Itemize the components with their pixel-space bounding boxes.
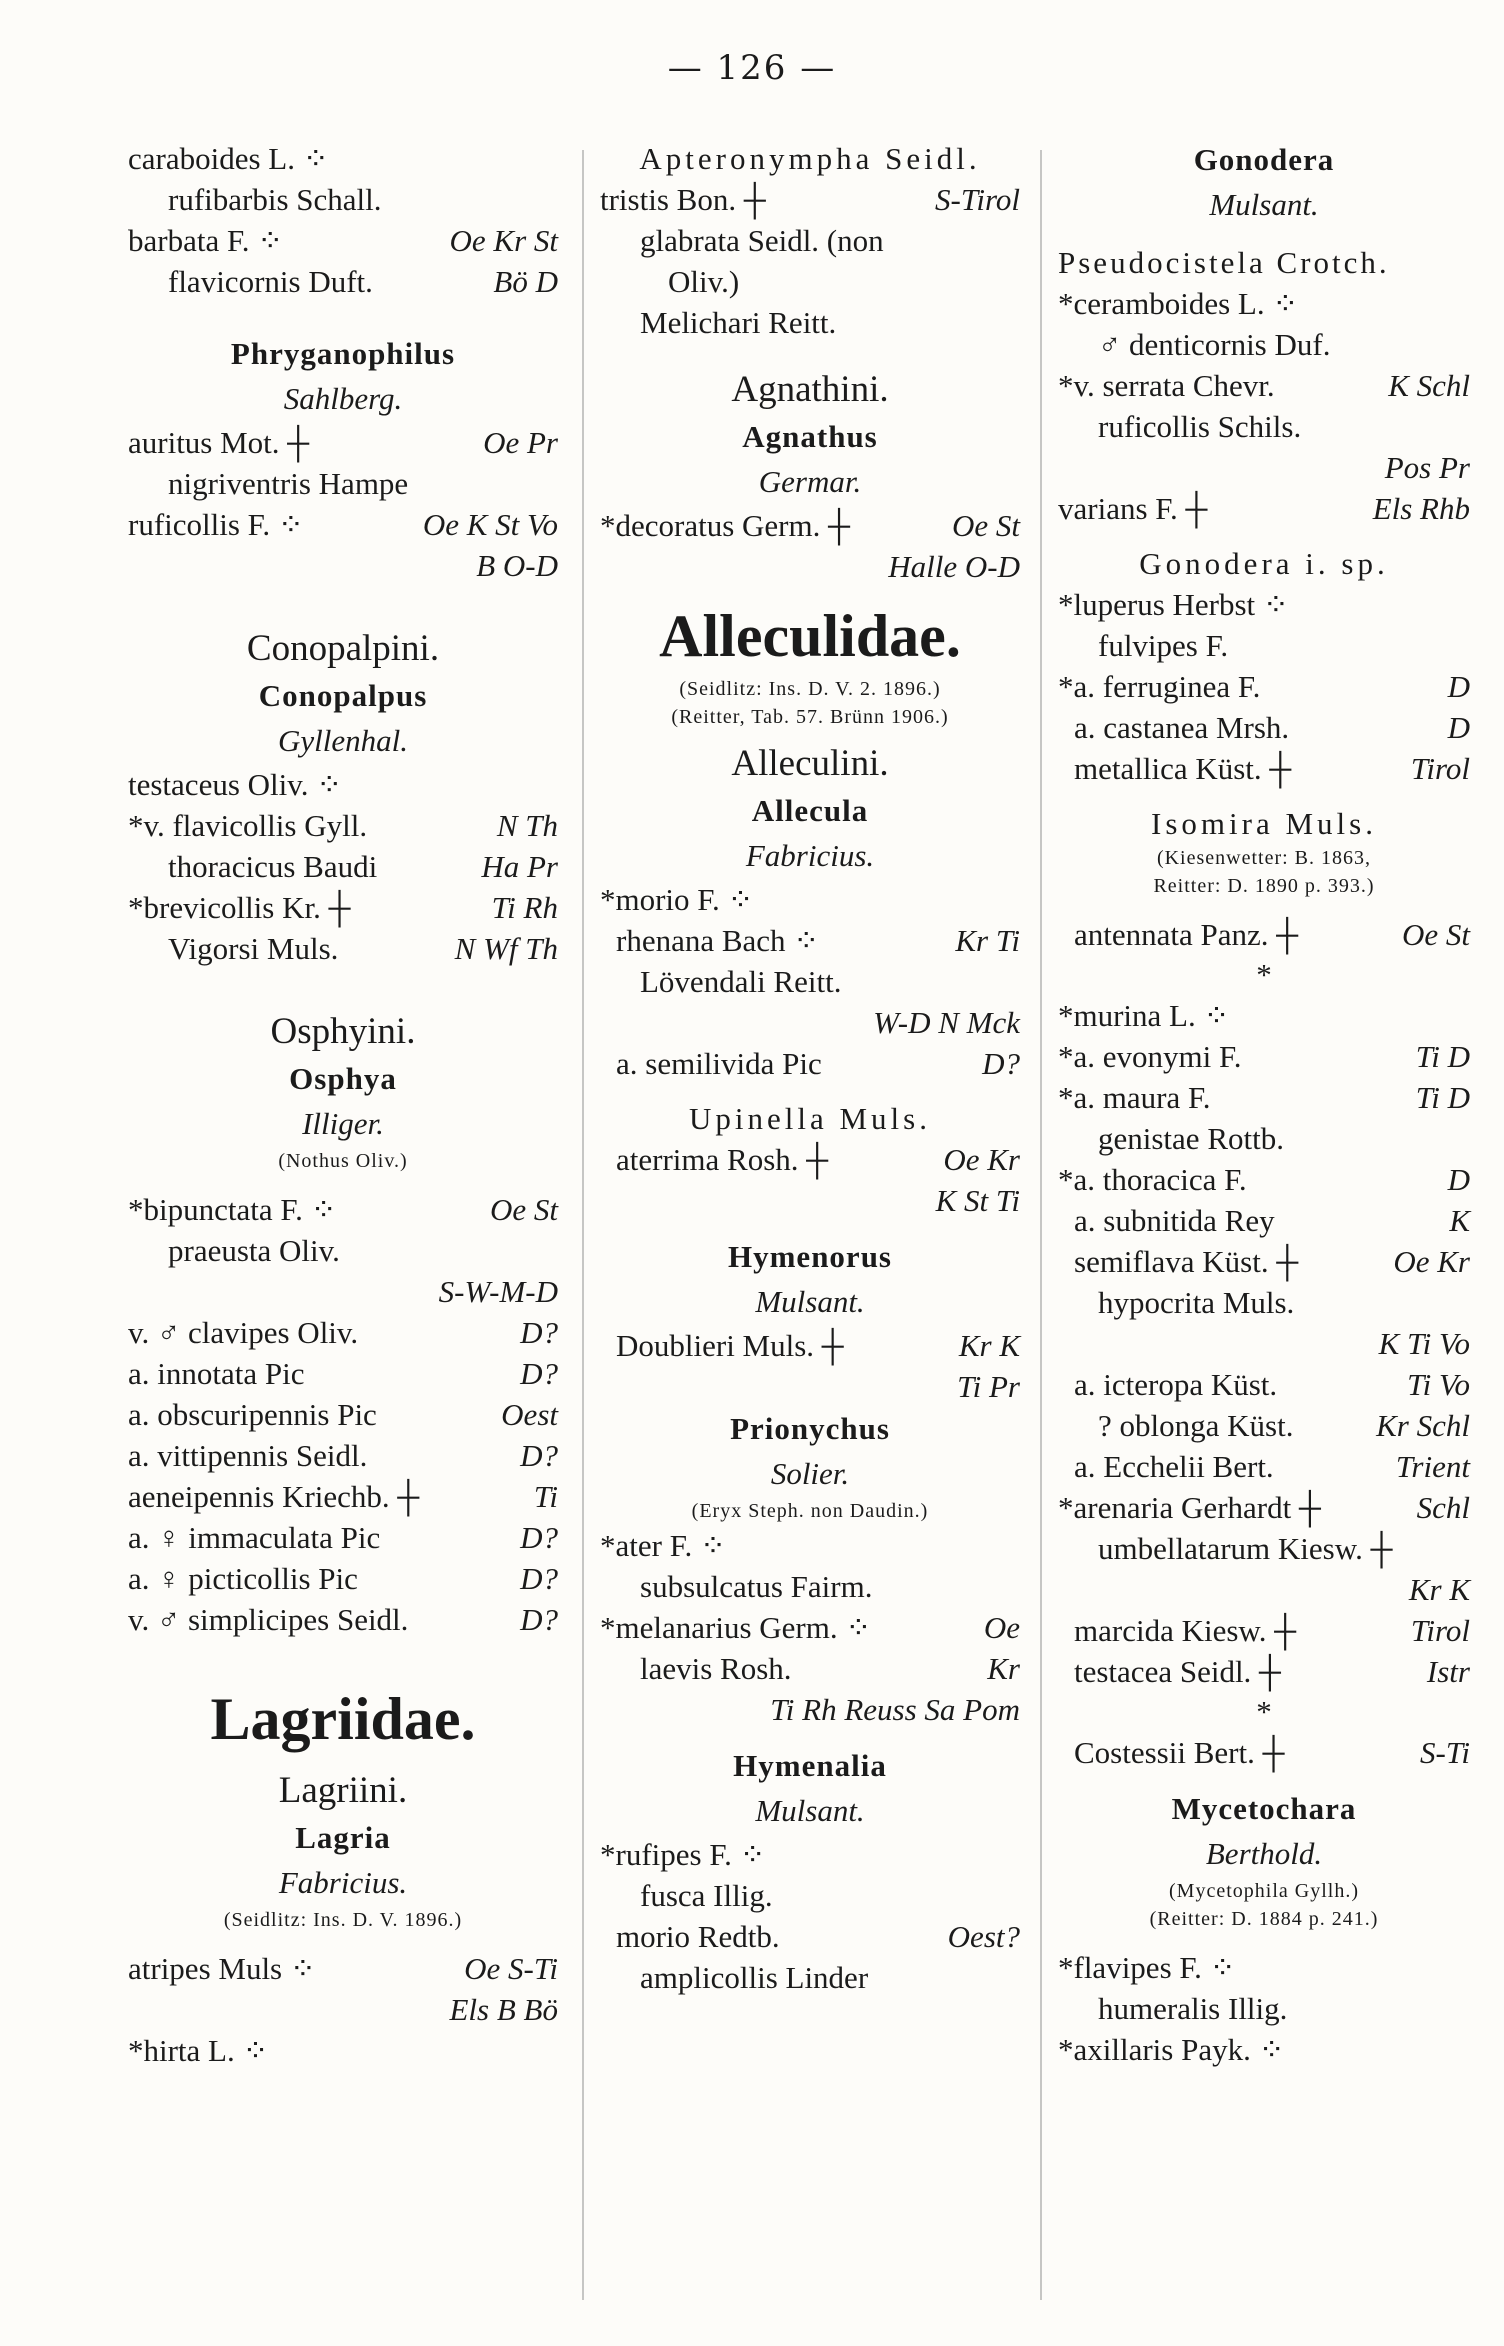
species-entry [1058,914,1470,955]
spacer [1058,529,1470,543]
species-entry [1058,584,1470,625]
synonym-entry [128,463,558,504]
species-name: *morio F. ⁘ [600,882,754,917]
synonym-entry [128,1230,558,1271]
species-name: *decoratus Germ. ┼ [600,508,851,543]
species-name: *flavipes F. ⁘ [1058,1950,1236,1985]
locality-codes: Kr Ti [955,923,1020,958]
column-1 [128,138,558,2071]
tribe-heading: Osphyini. [270,1011,416,1052]
locality-codes: K [1449,1203,1470,1238]
species-entry [1058,666,1470,707]
species-name: ♂ denticornis Duf. [1098,327,1331,362]
synonym-entry [128,928,558,969]
species-name: *a. maura F. [1058,1080,1211,1115]
genus-author: Berthold. [1205,1836,1323,1871]
species-entry [1058,488,1470,529]
species-entry [600,1325,1020,1366]
species-name: glabrata Seidl. (non [640,223,884,258]
family-heading: Lagriidae. [210,1686,476,1752]
species-name: *murina L. ⁘ [1058,998,1230,1033]
reference-note: (Reitter, Tab. 57. Brünn 1906.) [671,706,949,728]
reference-note: (Mycetophila Gyllh.) [1169,1880,1359,1902]
synonym-entry [1058,406,1470,447]
species-name: Doublieri Muls. ┼ [616,1328,844,1363]
species-entry [128,138,558,179]
locality-codes: D? [982,1046,1020,1081]
locality-codes: Bö D [493,264,558,299]
synonym-entry [1058,1282,1470,1323]
species-entry [128,1558,558,1599]
genus-author: Mulsant. [755,1284,865,1319]
reference-note: (Seidlitz: Ins. D. V. 1896.) [223,1909,463,1931]
tribe-heading: Alleculini. [731,743,889,784]
species-name: aterrima Rosh. ┼ [616,1142,829,1177]
genus-heading: Lagria [295,1820,391,1855]
locality-codes: Tirol [1410,751,1470,786]
locality-codes: D? [520,1602,558,1637]
genus-heading: Hymenalia [733,1748,887,1783]
species-name: *axillaris Payk. ⁘ [1058,2032,1285,2067]
synonym-entry [1058,625,1470,666]
species-name: *hirta L. ⁘ [128,2033,269,2068]
locality-codes: Kr [987,1651,1020,1686]
species-name: ruficollis Schils. [1098,409,1302,444]
species-entry [128,1599,558,1640]
genus-author: Mulsant. [1209,187,1319,222]
reference-note: (Reitter: D. 1884 p. 241.) [1149,1908,1379,1930]
spacer [1058,1773,1470,1787]
genus-heading: Hymenorus [728,1239,892,1274]
species-name: a. subnitida Rey [1074,1203,1275,1238]
synonym-entry [600,1957,1020,1998]
species-name: atripes Muls ⁘ [128,1951,316,1986]
spacer [1058,228,1470,242]
locality-codes: Oe [983,1610,1020,1645]
species-entry [600,1607,1020,1648]
species-name: a. castanea Mrsh. [1074,710,1290,745]
species-entry [128,1189,558,1230]
genus-heading: Conopalpus [258,678,428,713]
species-entry [600,1139,1020,1180]
tribe-heading: Lagriini. [278,1770,408,1811]
synonym-entry [600,1566,1020,1607]
species-name: rufibarbis Schall. [168,182,382,217]
locality-line: Ti Pr [957,1369,1020,1404]
species-name: metallica Küst. ┼ [1074,751,1292,786]
locality-codes: Ti D [1415,1039,1470,1074]
locality-codes: Oe Pr [483,425,558,460]
locality-line: S-W-M-D [438,1274,558,1309]
species-name: testacea Seidl. ┼ [1074,1654,1282,1689]
spacer [128,1175,558,1189]
spacer [128,969,558,999]
species-name: aeneipennis Kriechb. ┼ [128,1479,420,1514]
locality-codes: Oe St [489,1192,558,1227]
locality-codes: Oe St [951,508,1020,543]
species-name: Lövendali Reitt. [640,964,842,999]
locality-codes: Trient [1395,1449,1470,1484]
column-divider [582,150,584,2300]
species-name: fulvipes F. [1098,628,1229,663]
species-entry [1058,1732,1470,1773]
locality-codes: D? [520,1438,558,1473]
species-entry [600,1916,1020,1957]
section-asterism: * [1256,957,1272,992]
genus-heading: Gonodera [1193,142,1335,177]
species-name: Melichari Reitt. [640,305,837,340]
species-entry [128,1476,558,1517]
genus-author: Germar. [758,464,862,499]
locality-line: W-D N Mck [873,1005,1020,1040]
page-number: — 126 — [667,48,837,88]
synonym-entry [1058,1405,1470,1446]
species-name: a. ♀ picticollis Pic [128,1561,358,1596]
species-name: nigriventris Hampe [168,466,409,501]
spacer [128,302,558,332]
species-name: fusca Illig. [640,1878,773,1913]
locality-codes: Oe St [1401,917,1470,952]
locality-line: K St Ti [935,1183,1020,1218]
spacer [1058,1933,1470,1947]
species-entry [128,1948,558,1989]
genus-heading: Prionychus [730,1411,890,1446]
species-entry [128,2030,558,2071]
species-name: marcida Kiesw. ┼ [1074,1613,1297,1648]
spacer [600,1730,1020,1744]
locality-codes: D? [520,1315,558,1350]
spacer [128,1934,558,1948]
genus-author: Mulsant. [755,1793,865,1828]
species-entry [1058,748,1470,789]
locality-codes: Kr Schl [1376,1408,1470,1443]
species-name: morio Redtb. [616,1919,780,1954]
species-name: varians F. ┼ [1058,491,1208,526]
genus-heading: Agnathus [742,419,878,454]
synonym-entry [1058,1528,1470,1569]
species-entry [600,1043,1020,1084]
genus-heading: Mycetochara [1171,1791,1357,1826]
species-entry [1058,1364,1470,1405]
genus-author: Gyllenhal. [278,723,408,758]
species-name: caraboides L. ⁘ [128,141,329,176]
species-name: *v. serrata Chevr. [1058,368,1275,403]
synonym-entry [128,261,558,302]
locality-codes: Oe K St Vo [422,507,558,542]
locality-line: Pos Pr [1384,450,1470,485]
column-2 [600,138,1020,1998]
family-heading: Alleculidae. [659,603,961,669]
species-name: *rufipes F. ⁘ [600,1837,766,1872]
species-name: hypocrita Muls. [1098,1285,1295,1320]
species-name: praeusta Oliv. [168,1233,340,1268]
species-entry [1058,1947,1470,1988]
species-entry [1058,1651,1470,1692]
species-entry [128,764,558,805]
tribe-heading: Agnathini. [731,369,889,410]
species-entry [128,1435,558,1476]
locality-codes: Ha Pr [481,849,558,884]
reference-note: Reitter: D. 1890 p. 393.) [1153,875,1375,897]
species-name: testaceus Oliv. ⁘ [128,767,343,802]
species-name: a. icteropa Küst. [1074,1367,1278,1402]
locality-codes: Oe S-Ti [464,1951,558,1986]
species-entry [1058,1036,1470,1077]
species-name: *ceramboides L. ⁘ [1058,286,1299,321]
species-entry [1058,1487,1470,1528]
reference-note: (Kiesenwetter: B. 1863, [1156,847,1372,869]
locality-codes: N Th [496,808,558,843]
species-name: rhenana Bach ⁘ [616,923,820,958]
column-divider [1040,150,1042,2300]
locality-codes: Oe Kr [943,1142,1020,1177]
locality-codes: S-Ti [1420,1735,1470,1770]
locality-codes: Ti Vo [1407,1367,1470,1402]
species-entry [1058,365,1470,406]
spacer [128,1640,558,1670]
genus-heading: Osphya [289,1061,397,1096]
locality-codes: N Wf Th [454,931,558,966]
species-entry [128,1353,558,1394]
species-entry [1058,283,1470,324]
species-name: *melanarius Germ. ⁘ [600,1610,872,1645]
locality-codes: Ti D [1415,1080,1470,1115]
species-entry [128,220,558,261]
reference-note: (Eryx Steph. non Daudin.) [691,1500,929,1522]
locality-codes: Tirol [1410,1613,1470,1648]
synonym-entry [600,302,1020,343]
species-entry [600,1525,1020,1566]
subgenus-heading: Upinella Muls. [689,1101,931,1136]
species-entry [128,422,558,463]
species-entry [1058,1610,1470,1651]
locality-codes: Ti [533,1479,558,1514]
synonym-entry [600,261,1020,302]
species-entry [1058,1077,1470,1118]
synonym-entry [600,220,1020,261]
species-name: flavicornis Duft. [168,264,373,299]
species-entry [1058,1241,1470,1282]
spacer [1058,900,1470,914]
genus-author: Fabricius. [278,1865,408,1900]
species-entry [600,879,1020,920]
species-name: umbellatarum Kiesw. ┼ [1098,1531,1393,1566]
locality-codes: D [1447,1162,1470,1197]
subgenus-heading: Pseudocistela Crotch. [1058,245,1390,280]
locality-line: B O-D [476,548,558,583]
subgenus-heading: Apteronympha Seidl. [639,141,981,176]
species-name: humeralis Illig. [1098,1991,1288,2026]
species-name: barbata F. ⁘ [128,223,284,258]
spacer [600,1221,1020,1235]
locality-codes: D [1447,710,1470,745]
species-name: *arenaria Gerhardt ┼ [1058,1490,1321,1525]
synonym-entry [1058,1988,1470,2029]
genus-heading: Phryganophilus [230,336,456,371]
genus-author: Fabricius. [745,838,875,873]
locality-codes: Schl [1416,1490,1470,1525]
synonym-entry [128,846,558,887]
locality-line: Halle O-D [888,549,1020,584]
species-name: *a. ferruginea F. [1058,669,1261,704]
species-name: a. vittipennis Seidl. [128,1438,368,1473]
species-name: antennata Panz. ┼ [1074,917,1299,952]
locality-codes: Kr K [958,1328,1020,1363]
subgenus-heading: Gonodera i. sp. [1139,546,1389,581]
spacer [128,586,558,616]
species-entry [128,1517,558,1558]
species-entry [1058,1159,1470,1200]
species-entry [1058,1446,1470,1487]
species-name: *luperus Herbst ⁘ [1058,587,1289,622]
species-name: *bipunctata F. ⁘ [128,1192,337,1227]
locality-line: Els B Bö [449,1992,558,2027]
species-name: v. ♂ simplicipes Seidl. [128,1602,409,1637]
species-name: Costessii Bert. ┼ [1074,1735,1285,1770]
species-name: amplicollis Linder [640,1960,869,1995]
species-entry [128,1394,558,1435]
species-entry [600,1834,1020,1875]
synonym-entry [600,961,1020,1002]
genus-author: Sahlberg. [283,381,403,416]
locality-codes: Oe Kr St [449,223,558,258]
species-name: v. ♂ clavipes Oliv. [128,1315,359,1350]
species-entry [600,505,1020,546]
genus-author: Illiger. [302,1106,384,1141]
species-entry [128,805,558,846]
species-name: Vigorsi Muls. [168,931,339,966]
synonym-entry [1058,324,1470,365]
species-name: auritus Mot. ┼ [128,425,310,460]
species-name: ruficollis F. ⁘ [128,507,304,542]
locality-codes: S-Tirol [935,182,1020,217]
species-entry [128,504,558,545]
synonym-entry [600,1875,1020,1916]
locality-codes: Oest? [947,1919,1020,1954]
synonym-entry [600,1648,1020,1689]
locality-line: Ti Rh Reuss Sa Pom [770,1692,1020,1727]
spacer [600,1084,1020,1098]
locality-codes: D? [520,1520,558,1555]
species-entry [600,920,1020,961]
species-name: a. obscuripennis Pic [128,1397,377,1432]
locality-codes: Els Rhb [1372,491,1470,526]
locality-codes: Oe Kr [1393,1244,1470,1279]
species-name: a. Ecchelii Bert. [1074,1449,1274,1484]
reference-note: (Nothus Oliv.) [278,1150,408,1172]
locality-line: K Ti Vo [1378,1326,1470,1361]
column-3 [1058,138,1470,2070]
species-name: *a. evonymi F. [1058,1039,1242,1074]
species-entry [1058,1200,1470,1241]
species-name: *a. thoracica F. [1058,1162,1247,1197]
spacer [600,343,1020,357]
locality-codes: D? [520,1356,558,1391]
species-name: genistae Rottb. [1098,1121,1284,1156]
species-name: thoracicus Baudi [168,849,378,884]
locality-codes: K Schl [1388,368,1470,403]
genus-author: Solier. [770,1456,850,1491]
reference-note: (Seidlitz: Ins. D. V. 2. 1896.) [679,678,941,700]
locality-codes: Istr [1426,1654,1470,1689]
species-name: *brevicollis Kr. ┼ [128,890,351,925]
species-entry [1058,707,1470,748]
genus-heading: Allecula [751,793,869,828]
species-name: subsulcatus Fairm. [640,1569,873,1604]
species-entry [1058,2029,1470,2070]
species-name: tristis Bon. ┼ [600,182,766,217]
species-name: a. innotata Pic [128,1356,305,1391]
subgenus-heading: Isomira Muls. [1151,806,1377,841]
tribe-heading: Conopalpini. [246,628,440,669]
section-asterism: * [1256,1694,1272,1729]
species-name: a. ♀ immaculata Pic [128,1520,381,1555]
species-name: ? oblonga Küst. [1098,1408,1294,1443]
locality-codes: Oest [501,1397,558,1432]
locality-line: Kr K [1408,1572,1470,1607]
species-name: *v. flavicollis Gyll. [128,808,368,843]
synonym-entry [1058,1118,1470,1159]
locality-codes: D [1447,669,1470,704]
species-entry [600,179,1020,220]
spacer [1058,789,1470,803]
species-name: a. semilivida Pic [616,1046,822,1081]
species-name: laevis Rosh. [640,1651,792,1686]
species-entry [128,1312,558,1353]
locality-codes: D? [520,1561,558,1596]
species-name: *ater F. ⁘ [600,1528,726,1563]
species-entry [128,887,558,928]
locality-codes: Ti Rh [491,890,558,925]
species-name: semiflava Küst. ┼ [1074,1244,1299,1279]
synonym-entry [128,179,558,220]
species-name: Oliv.) [668,264,740,299]
species-entry [1058,995,1470,1036]
